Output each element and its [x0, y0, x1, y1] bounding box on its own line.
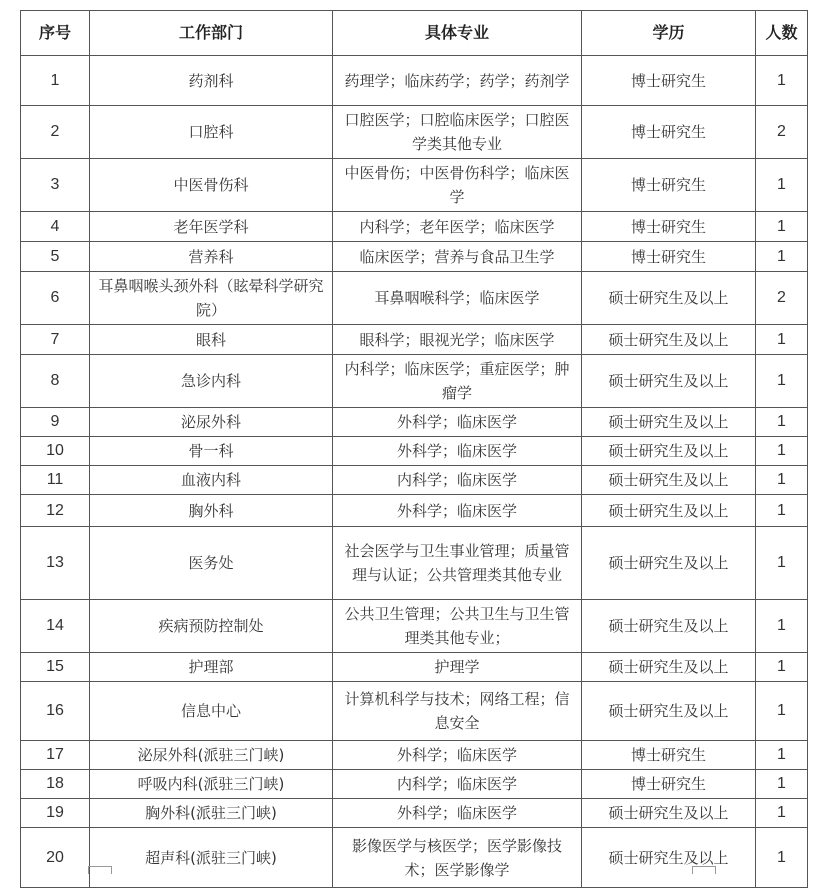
- table-body: [21, 56, 808, 888]
- education-cell: 博士研究生: [582, 770, 756, 799]
- headcount-cell: 1: [756, 408, 808, 437]
- table-row: [21, 272, 808, 325]
- table-row: [21, 770, 808, 799]
- major-cell: 内科学；临床医学；重症医学；肿瘤学: [333, 355, 582, 408]
- table-row: [21, 527, 808, 600]
- major-cell: 计算机科学与技术；网络工程；信息安全: [333, 682, 582, 741]
- department-cell: 护理部: [90, 653, 333, 682]
- headcount-cell: 1: [756, 653, 808, 682]
- department-cell: 口腔科: [90, 106, 333, 159]
- education-cell: 博士研究生: [582, 56, 756, 106]
- headcount-cell: 1: [756, 355, 808, 408]
- headcount-cell: 1: [756, 828, 808, 888]
- education-cell: 博士研究生: [582, 212, 756, 242]
- table-row: [21, 466, 808, 495]
- headcount-cell: 1: [756, 799, 808, 828]
- headcount-cell: 1: [756, 527, 808, 600]
- major-cell: 外科学；临床医学: [333, 437, 582, 466]
- headcount-cell: 1: [756, 600, 808, 653]
- headcount-cell: 1: [756, 741, 808, 770]
- header-major: 具体专业: [333, 11, 582, 56]
- headcount-cell: 1: [756, 325, 808, 355]
- headcount-cell: 1: [756, 242, 808, 272]
- major-cell: 耳鼻咽喉科学；临床医学: [333, 272, 582, 325]
- serial-number-cell: 20: [21, 828, 90, 888]
- major-cell: 外科学；临床医学: [333, 799, 582, 828]
- department-cell: 药剂科: [90, 56, 333, 106]
- department-cell: 眼科: [90, 325, 333, 355]
- department-cell: 胸外科(派驻三门峡): [90, 799, 333, 828]
- education-cell: 硕士研究生及以上: [582, 325, 756, 355]
- headcount-cell: 1: [756, 212, 808, 242]
- major-cell: 口腔医学；口腔临床医学；口腔医学类其他专业: [333, 106, 582, 159]
- headcount-cell: 1: [756, 682, 808, 741]
- table-row: [21, 325, 808, 355]
- department-cell: 骨一科: [90, 437, 333, 466]
- serial-number-cell: 13: [21, 527, 90, 600]
- serial-number-cell: 18: [21, 770, 90, 799]
- serial-number-cell: 9: [21, 408, 90, 437]
- table-row: [21, 242, 808, 272]
- serial-number-cell: 19: [21, 799, 90, 828]
- education-cell: 硕士研究生及以上: [582, 527, 756, 600]
- department-cell: 信息中心: [90, 682, 333, 741]
- table-row: [21, 799, 808, 828]
- headcount-cell: 1: [756, 159, 808, 212]
- serial-number-cell: 4: [21, 212, 90, 242]
- serial-number-cell: 7: [21, 325, 90, 355]
- header-row: [21, 11, 808, 56]
- table-row: [21, 828, 808, 888]
- education-cell: 硕士研究生及以上: [582, 466, 756, 495]
- header-education: 学历: [582, 11, 756, 56]
- header-serial-number: 序号: [21, 11, 90, 56]
- department-cell: 呼吸内科(派驻三门峡): [90, 770, 333, 799]
- table-row: [21, 106, 808, 159]
- serial-number-cell: 8: [21, 355, 90, 408]
- major-cell: 药理学；临床药学；药学；药剂学: [333, 56, 582, 106]
- table-row: [21, 600, 808, 653]
- major-cell: 内科学；临床医学: [333, 770, 582, 799]
- serial-number-cell: 5: [21, 242, 90, 272]
- table-row: [21, 159, 808, 212]
- education-cell: 硕士研究生及以上: [582, 682, 756, 741]
- department-cell: 胸外科: [90, 495, 333, 527]
- department-cell: 泌尿外科(派驻三门峡): [90, 741, 333, 770]
- major-cell: 内科学；老年医学；临床医学: [333, 212, 582, 242]
- education-cell: 硕士研究生及以上: [582, 600, 756, 653]
- header-department: 工作部门: [90, 11, 333, 56]
- table-row: [21, 741, 808, 770]
- education-cell: 硕士研究生及以上: [582, 355, 756, 408]
- department-cell: 急诊内科: [90, 355, 333, 408]
- table-row: [21, 212, 808, 242]
- education-cell: 硕士研究生及以上: [582, 799, 756, 828]
- headcount-cell: 2: [756, 272, 808, 325]
- major-cell: 临床医学；营养与食品卫生学: [333, 242, 582, 272]
- headcount-cell: 1: [756, 466, 808, 495]
- department-cell: 医务处: [90, 527, 333, 600]
- serial-number-cell: 10: [21, 437, 90, 466]
- major-cell: 眼科学；眼视光学；临床医学: [333, 325, 582, 355]
- education-cell: 硕士研究生及以上: [582, 437, 756, 466]
- major-cell: 外科学；临床医学: [333, 741, 582, 770]
- table-row: [21, 408, 808, 437]
- major-cell: 社会医学与卫生事业管理；质量管理与认证；公共管理类其他专业: [333, 527, 582, 600]
- serial-number-cell: 16: [21, 682, 90, 741]
- headcount-cell: 1: [756, 56, 808, 106]
- serial-number-cell: 3: [21, 159, 90, 212]
- serial-number-cell: 15: [21, 653, 90, 682]
- serial-number-cell: 2: [21, 106, 90, 159]
- table-row: [21, 355, 808, 408]
- headcount-cell: 1: [756, 770, 808, 799]
- serial-number-cell: 6: [21, 272, 90, 325]
- serial-number-cell: 1: [21, 56, 90, 106]
- education-cell: 硕士研究生及以上: [582, 828, 756, 888]
- serial-number-cell: 17: [21, 741, 90, 770]
- table-row: [21, 495, 808, 527]
- major-cell: 内科学；临床医学: [333, 466, 582, 495]
- recruitment-table: [20, 10, 808, 888]
- major-cell: 公共卫生管理；公共卫生与卫生管理类其他专业；: [333, 600, 582, 653]
- education-cell: 硕士研究生及以上: [582, 408, 756, 437]
- department-cell: 疾病预防控制处: [90, 600, 333, 653]
- headcount-cell: 1: [756, 495, 808, 527]
- department-cell: 血液内科: [90, 466, 333, 495]
- major-cell: 中医骨伤；中医骨伤科学；临床医学: [333, 159, 582, 212]
- header-headcount: 人数: [756, 11, 808, 56]
- serial-number-cell: 11: [21, 466, 90, 495]
- headcount-cell: 1: [756, 437, 808, 466]
- department-cell: 泌尿外科: [90, 408, 333, 437]
- major-cell: 外科学；临床医学: [333, 408, 582, 437]
- department-cell: 超声科(派驻三门峡): [90, 828, 333, 888]
- department-cell: 耳鼻咽喉头颈外科（眩晕科学研究院）: [90, 272, 333, 325]
- major-cell: 外科学；临床医学: [333, 495, 582, 527]
- education-cell: 硕士研究生及以上: [582, 495, 756, 527]
- department-cell: 中医骨伤科: [90, 159, 333, 212]
- department-cell: 老年医学科: [90, 212, 333, 242]
- headcount-cell: 2: [756, 106, 808, 159]
- education-cell: 博士研究生: [582, 741, 756, 770]
- education-cell: 博士研究生: [582, 242, 756, 272]
- serial-number-cell: 12: [21, 495, 90, 527]
- table-row: [21, 653, 808, 682]
- table-row: [21, 682, 808, 741]
- major-cell: 影像医学与核医学；医学影像技术；医学影像学: [333, 828, 582, 888]
- serial-number-cell: 14: [21, 600, 90, 653]
- table-row: [21, 437, 808, 466]
- education-cell: 硕士研究生及以上: [582, 272, 756, 325]
- education-cell: 硕士研究生及以上: [582, 653, 756, 682]
- education-cell: 博士研究生: [582, 106, 756, 159]
- table-row: [21, 56, 808, 106]
- education-cell: 博士研究生: [582, 159, 756, 212]
- department-cell: 营养科: [90, 242, 333, 272]
- major-cell: 护理学: [333, 653, 582, 682]
